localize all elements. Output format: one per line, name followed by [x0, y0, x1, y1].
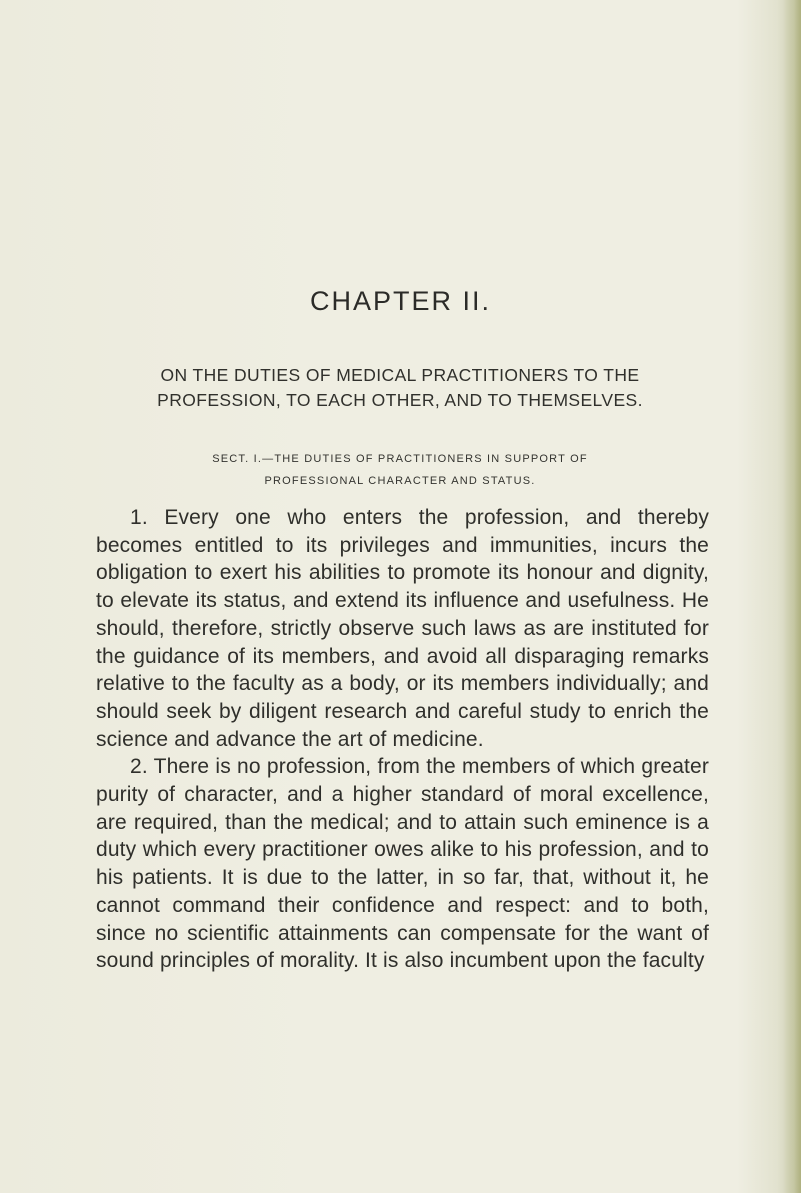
chapter-title: CHAPTER II. [309, 286, 492, 316]
chapter-subtitle-line-2: PROFESSION, TO EACH OTHER, AND TO THEMSELVES. [157, 390, 643, 410]
page-edge-shadow [783, 0, 801, 1193]
section-heading-line-1: SECT. I.—THE DUTIES OF PRACTITIONERS IN SUPPORT OF [212, 453, 588, 465]
paragraph-1: 1. Every one who enters the profession, and thereby becomes entitled to its privileges and immunities, incurs the obligation to exert his abilities to promote its honour and dignity, to elevate its status, and extend its influence and usefulness. He should, therefore, strictly observe such laws as are instituted for the guidance of its members, and avoid all disparaging remarks relative to the faculty as a body, or its members individually; and should seek by diligent research and careful study to enrich the science and advance the art of medicine. [96, 506, 709, 751]
chapter-subtitle-line-1: ON THE DUTIES OF MEDICAL PRACTITIONERS TO THE [160, 365, 640, 385]
section-heading-line-2: PROFESSIONAL CHARACTER AND STATUS. [264, 475, 536, 487]
section-heading [160, 448, 640, 492]
paragraph-2: 2. There is no profession, from the members of which greater purity of character, and a higher standard of moral excellence, are required, than the medical; and to attain such eminence is a duty which every practitioner owes alike to his profession, and to his patients. It is due to the latter, in so far, that, without it, he cannot command their confidence and respect: and to both, since no scientific attainments can compensate for the want of sound principles of morality. It is also incumbent upon the faculty [96, 755, 709, 973]
chapter-subtitle [120, 363, 680, 413]
body-text [96, 504, 709, 975]
